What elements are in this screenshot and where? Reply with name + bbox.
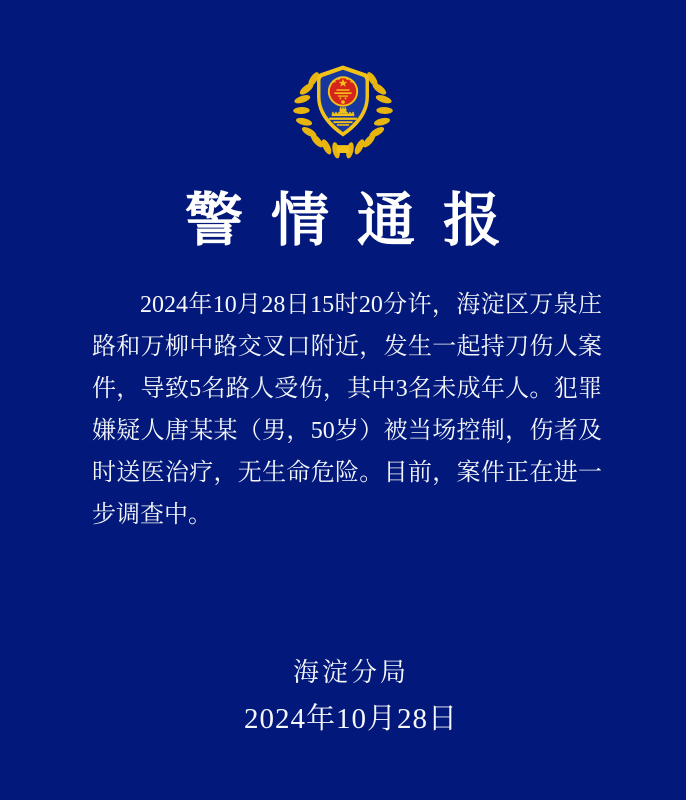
- notice-line: 步调查中。: [92, 502, 212, 528]
- notice-body: [92, 284, 602, 536]
- notice-line: 件，导致5名路人受伤，其中3名未成年人。犯罪: [92, 376, 602, 402]
- notice-line: 时送医治疗，无生命危险。目前，案件正在进一: [92, 460, 602, 486]
- signature-block: [0, 659, 686, 734]
- issuer-name: 海淀分局: [292, 658, 409, 687]
- notice-line: 嫌疑人唐某某（男，50岁）被当场控制，伤者及: [92, 418, 602, 444]
- police-badge-icon: [291, 62, 395, 159]
- page-title: 警情通报: [184, 188, 529, 253]
- notice-line: 2024年10月28日15时20分许，海淀区万泉庄: [140, 292, 602, 318]
- notice-line: 路和万柳中路交叉口附近，发生一起持刀伤人案: [92, 334, 602, 360]
- emblem-container: [0, 0, 686, 159]
- issue-date: 2024年10月28日: [243, 703, 458, 735]
